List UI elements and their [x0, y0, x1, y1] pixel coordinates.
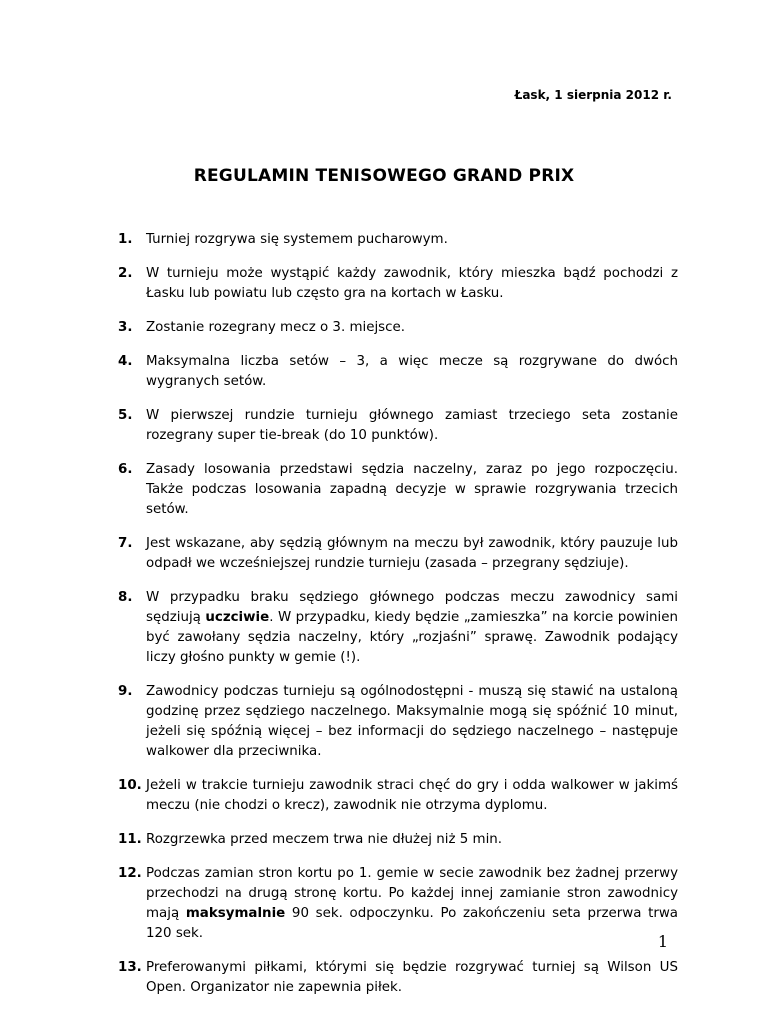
page-number: 1 — [657, 932, 668, 951]
rule-item — [118, 776, 678, 816]
rule-number: 4. — [118, 354, 133, 369]
rule-number: 1. — [118, 232, 133, 247]
emphasis-uczciwie: uczciwie — [205, 610, 270, 625]
rule-item — [118, 588, 678, 668]
rule-text-part: W przypadku braku sędziego głównego podczas meczu zawodnicy sami sędziują — [146, 590, 678, 625]
rule-number: 13. — [118, 960, 142, 975]
rule-text: Zostanie rozegrany mecz o 3. miejsce. — [146, 320, 406, 335]
rule-number: 11. — [118, 832, 142, 847]
rule-item — [118, 352, 678, 392]
rule-number: 10. — [118, 778, 142, 793]
rule-item — [118, 318, 678, 338]
rule-text: Zawodnicy podczas turnieju są ogólnodostępni - muszą się stawić na ustaloną godzinę przez sędziego naczelnego. Maksymalnie mogą się spóźnić 10 minut, jeżeli się spóźnią więcej – bez informacji do sędziego naczelnego – następuje walkower dla przeciwnika. — [146, 684, 678, 759]
rules-list — [118, 230, 678, 1012]
rule-number: 7. — [118, 536, 133, 551]
rule-text — [146, 588, 678, 668]
rule-number: 9. — [118, 684, 133, 699]
rule-item — [118, 230, 678, 250]
rule-text: Zasady losowania przedstawi sędzia naczelny, zaraz po jego rozpoczęciu. Także podczas losowania zapadną decyzje w sprawie rozgrywania trzecich setów. — [146, 462, 678, 517]
rule-item — [118, 460, 678, 520]
rule-item — [118, 682, 678, 762]
rule-text — [146, 864, 678, 944]
rule-item — [118, 264, 678, 304]
emphasis-maksymalnie: maksymalnie — [185, 906, 286, 921]
rule-text: Turniej rozgrywa się systemem pucharowym. — [146, 232, 448, 247]
rule-number: 6. — [118, 462, 133, 477]
rule-text-part: Podczas zamian stron kortu po 1. gemie w secie zawodnik bez żadnej przerwy przechodzi na drugą stronę kortu. Po każdej innej zamianie stron zawodnicy mają — [146, 866, 678, 921]
rule-text: W pierwszej rundzie turnieju głównego zamiast trzeciego seta zostanie rozegrany super tie-break (do 10 punktów). — [146, 408, 678, 443]
rule-item — [118, 406, 678, 446]
rule-text: W turnieju może wystąpić każdy zawodnik, który mieszka bądź pochodzi z Łasku lub powiatu lub często gra na kortach w Łasku. — [146, 266, 678, 301]
rule-number: 5. — [118, 408, 133, 423]
rule-item — [118, 864, 678, 944]
rule-number: 12. — [118, 866, 142, 881]
rule-item — [118, 830, 678, 850]
rule-number: 3. — [118, 320, 133, 335]
rule-number: 8. — [118, 590, 133, 605]
rule-text: Preferowanymi piłkami, którymi się będzie rozgrywać turniej są Wilson US Open. Organizator nie zapewnia piłek. — [146, 960, 678, 995]
rule-text-part: 90 sek. odpoczynku. Po zakończeniu seta przerwa trwa 120 sek. — [146, 906, 678, 941]
rule-item — [118, 958, 678, 998]
rule-text: Rozgrzewka przed meczem trwa nie dłużej niż 5 min. — [146, 832, 503, 847]
rule-number: 2. — [118, 266, 133, 281]
document-date: Łask, 1 sierpnia 2012 r. — [514, 88, 672, 102]
rule-text: Jeżeli w trakcie turnieju zawodnik straci chęć do gry i odda walkower w jakimś meczu (nie chodzi o krecz), zawodnik nie otrzyma dyplomu. — [146, 778, 678, 813]
rule-text: Maksymalna liczba setów – 3, a więc mecze są rozgrywane do dwóch wygranych setów. — [146, 354, 678, 389]
rule-text: Jest wskazane, aby sędzią głównym na meczu był zawodnik, który pauzuje lub odpadł we wcześniejszej rundzie turnieju (zasada – przegrany sędziuje). — [146, 536, 678, 571]
document-title: REGULAMIN TENISOWEGO GRAND PRIX — [193, 166, 575, 186]
rule-item — [118, 534, 678, 574]
rule-text-part: . W przypadku, kiedy będzie „zamieszka” na korcie powinien być zawołany sędzia naczelny, który „rozjaśni” sprawę. Zawodnik podający liczy głośno punkty w gemie (!). — [146, 610, 678, 665]
